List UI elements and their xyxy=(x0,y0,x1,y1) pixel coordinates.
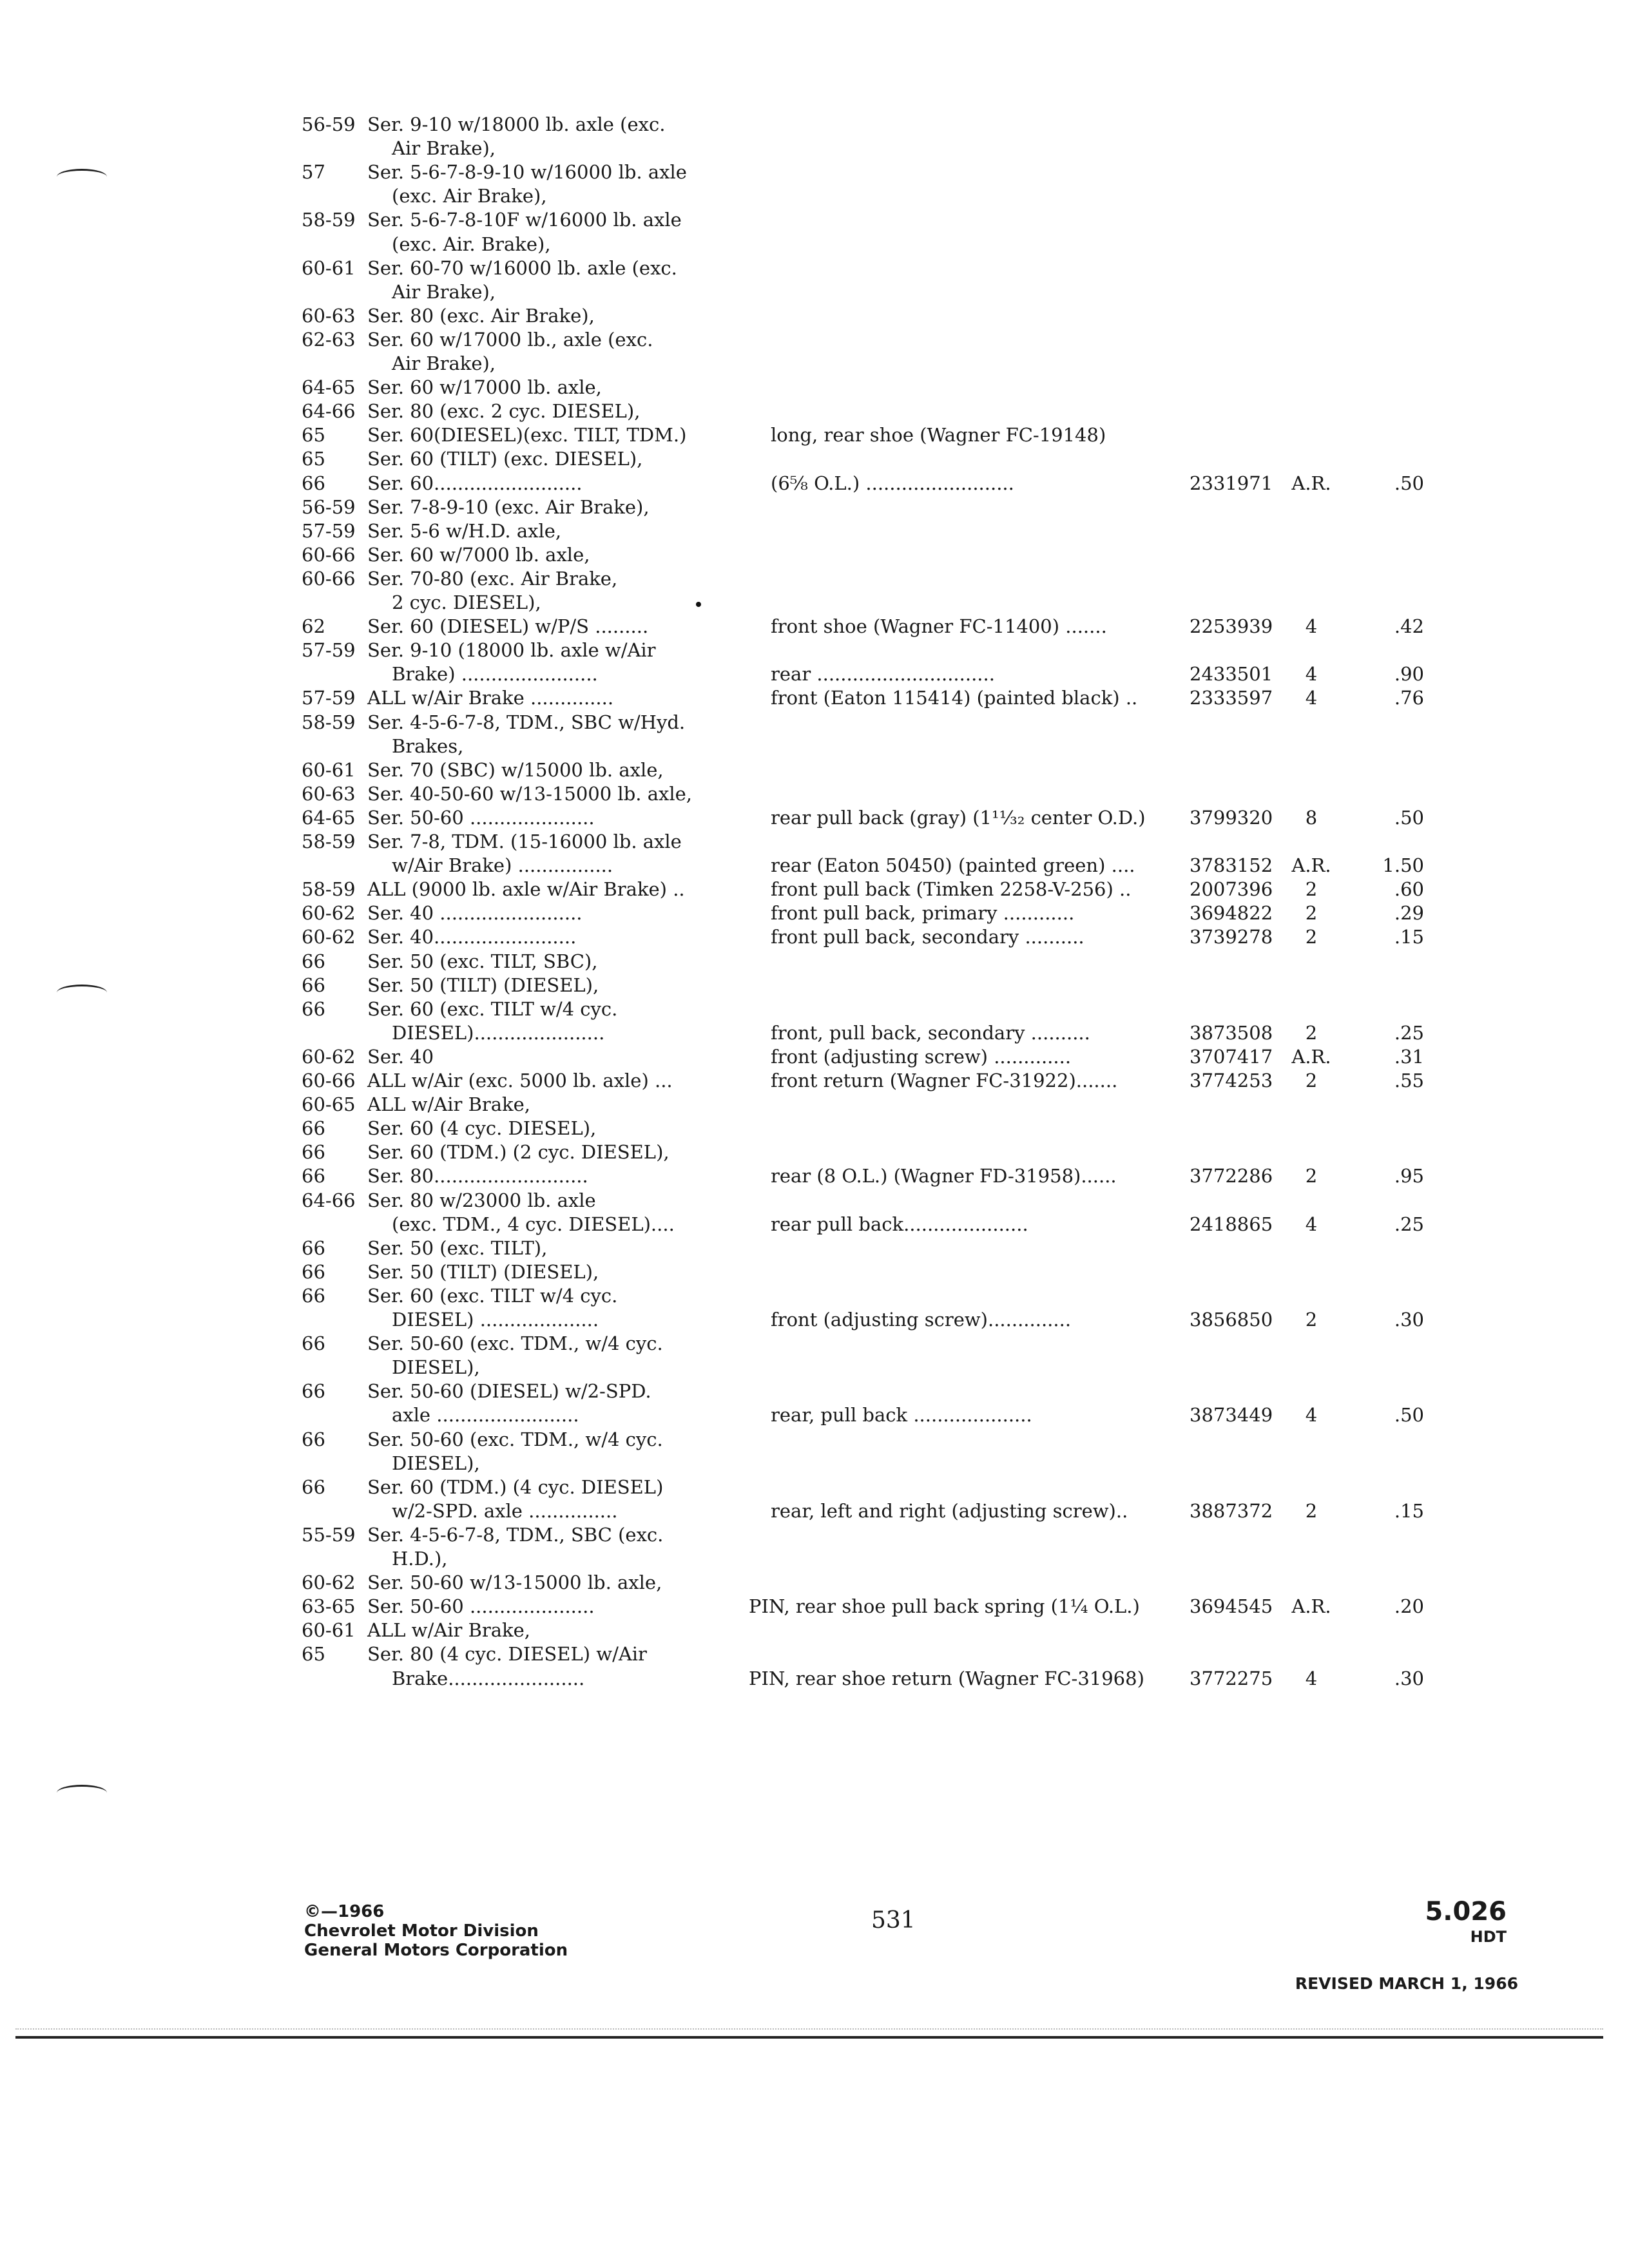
row-year: 58-59 xyxy=(302,711,356,733)
row-application: H.D.), xyxy=(392,1548,448,1570)
row-year: 66 xyxy=(302,1428,325,1450)
table-row xyxy=(0,423,1629,447)
row-application: Ser. 50-60 ..................... xyxy=(367,807,595,829)
row-application: Ser. 60 (4 cyc. DIESEL), xyxy=(367,1117,597,1139)
revision-date: REVISED MARCH 1, 1966 xyxy=(1295,1974,1518,1993)
table-row xyxy=(0,1379,1629,1403)
table-row xyxy=(0,327,1629,352)
table-row xyxy=(0,1570,1629,1595)
row-year: 58-59 xyxy=(302,209,356,231)
row-application: Ser. 9-10 w/18000 lb. axle (exc. xyxy=(367,113,666,135)
row-application: Ser. 70 (SBC) w/15000 lb. axle, xyxy=(367,759,664,781)
row-year: 66 xyxy=(302,974,325,996)
row-price: .76 xyxy=(1394,687,1424,709)
row-part-number: 3856850 xyxy=(1190,1309,1273,1331)
row-part-number: 3694822 xyxy=(1190,902,1273,924)
row-application: Ser. 80 (exc. Air Brake), xyxy=(367,305,595,327)
row-application: Ser. 9-10 (18000 lb. axle w/Air xyxy=(367,639,656,661)
table-row xyxy=(0,1499,1629,1523)
row-application: DIESEL), xyxy=(392,1452,480,1474)
table-row xyxy=(0,1523,1629,1547)
row-application: (exc. Air. Brake), xyxy=(392,233,551,255)
row-year: 56-59 xyxy=(302,496,356,518)
row-description: rear (8 O.L.) (Wagner FD-31958)...... xyxy=(771,1165,1117,1187)
row-application: Ser. 50 (TILT) (DIESEL), xyxy=(367,974,599,996)
row-application: Ser. 80 (4 cyc. DIESEL) w/Air xyxy=(367,1643,647,1665)
table-row xyxy=(0,710,1629,735)
table-row xyxy=(0,662,1629,686)
row-application: Ser. 7-8-9-10 (exc. Air Brake), xyxy=(367,496,650,518)
row-application: w/Air Brake) ................ xyxy=(392,854,613,876)
row-price: .42 xyxy=(1394,615,1424,637)
row-application: Ser. 50-60 w/13-15000 lb. axle, xyxy=(367,1571,662,1593)
row-price: 1.50 xyxy=(1382,854,1424,876)
table-row xyxy=(0,949,1629,974)
row-application: Air Brake), xyxy=(392,281,496,303)
row-application: Ser. 40........................ xyxy=(367,926,577,948)
table-row xyxy=(0,1092,1629,1117)
row-year: 66 xyxy=(302,1237,325,1259)
row-quantity: 2 xyxy=(1305,902,1318,924)
row-part-number: 2333597 xyxy=(1190,687,1273,709)
table-row xyxy=(0,1260,1629,1284)
row-application: Ser. 60 w/7000 lb. axle, xyxy=(367,544,590,566)
row-application: ALL w/Air Brake .............. xyxy=(367,687,614,709)
table-row xyxy=(0,686,1629,710)
row-description: PIN, rear shoe return (Wagner FC-31968) xyxy=(749,1667,1144,1689)
table-row xyxy=(0,1403,1629,1427)
row-year: 57-59 xyxy=(302,520,356,542)
page-number: 531 xyxy=(871,1907,916,1934)
row-application: Ser. 60 (exc. TILT w/4 cyc. xyxy=(367,1285,618,1307)
table-row xyxy=(0,1355,1629,1379)
row-price: .50 xyxy=(1394,1404,1424,1426)
row-year: 57-59 xyxy=(302,639,356,661)
row-description: rear, pull back .................... xyxy=(771,1404,1032,1426)
row-application: Ser. 40-50-60 w/13-15000 lb. axle, xyxy=(367,783,693,805)
table-row xyxy=(0,1546,1629,1571)
table-row xyxy=(0,399,1629,423)
row-year: 64-66 xyxy=(302,1189,356,1211)
row-application: Ser. 60......................... xyxy=(367,472,583,494)
row-quantity: A.R. xyxy=(1291,854,1331,876)
row-year: 66 xyxy=(302,1476,325,1498)
row-application: ALL w/Air Brake, xyxy=(367,1093,530,1115)
row-quantity: A.R. xyxy=(1291,1595,1331,1617)
row-description: front shoe (Wagner FC-11400) ....... xyxy=(771,615,1107,637)
row-description: front pull back (Timken 2258-V-256) .. xyxy=(771,878,1132,900)
row-application: Ser. 70-80 (exc. Air Brake, xyxy=(367,568,618,590)
row-quantity: 2 xyxy=(1305,1165,1318,1187)
table-row xyxy=(0,1283,1629,1308)
table-row xyxy=(0,447,1629,471)
table-row xyxy=(0,1164,1629,1188)
row-application: Ser. 50 (exc. TILT), xyxy=(367,1237,548,1259)
table-row xyxy=(0,973,1629,997)
row-application: Ser. 5-6-7-8-9-10 w/16000 lb. axle xyxy=(367,161,687,183)
row-year: 60-62 xyxy=(302,1571,356,1593)
table-row xyxy=(0,1451,1629,1475)
row-application: Air Brake), xyxy=(392,352,496,374)
row-quantity: 2 xyxy=(1305,878,1318,900)
row-quantity: 4 xyxy=(1305,1404,1318,1426)
row-application: Ser. 50 (exc. TILT, SBC), xyxy=(367,950,598,972)
row-year: 66 xyxy=(302,998,325,1020)
row-quantity: A.R. xyxy=(1291,1046,1331,1068)
row-year: 62 xyxy=(302,615,325,637)
row-year: 60-61 xyxy=(302,257,356,279)
row-quantity: 4 xyxy=(1305,663,1318,685)
row-price: .20 xyxy=(1394,1595,1424,1617)
row-year: 60-61 xyxy=(302,759,356,781)
row-part-number: 3873508 xyxy=(1190,1022,1273,1044)
table-row xyxy=(0,1642,1629,1666)
row-description: front pull back, secondary .......... xyxy=(771,926,1084,948)
row-application: w/2-SPD. axle ............... xyxy=(392,1500,618,1522)
row-application: Ser. 60 (TILT) (exc. DIESEL), xyxy=(367,448,643,470)
row-year: 60-66 xyxy=(302,568,356,590)
row-application: (exc. TDM., 4 cyc. DIESEL).... xyxy=(392,1213,675,1235)
row-part-number: 3783152 xyxy=(1190,854,1273,876)
row-description: front, pull back, secondary .......... xyxy=(771,1022,1090,1044)
row-application: Ser. 80.......................... xyxy=(367,1165,588,1187)
copyright: ©—1966 xyxy=(304,1902,385,1921)
table-row xyxy=(0,1212,1629,1236)
table-row xyxy=(0,1666,1629,1691)
table-row xyxy=(0,1044,1629,1069)
divider xyxy=(15,2028,1603,2030)
row-part-number: 3739278 xyxy=(1190,926,1273,948)
row-part-number: 3774253 xyxy=(1190,1070,1273,1091)
table-row xyxy=(0,351,1629,376)
table-row xyxy=(0,303,1629,328)
section-subtitle: HDT xyxy=(1470,1928,1507,1946)
row-application: Ser. 7-8, TDM. (15-16000 lb. axle xyxy=(367,831,682,852)
row-application: Ser. 40 xyxy=(367,1046,434,1068)
row-application: axle ........................ xyxy=(392,1404,579,1426)
row-application: Ser. 60 (TDM.) (4 cyc. DIESEL) xyxy=(367,1476,664,1498)
row-year: 60-62 xyxy=(302,926,356,948)
table-row xyxy=(0,1594,1629,1619)
row-description: front pull back, primary ............ xyxy=(771,902,1075,924)
table-row xyxy=(0,877,1629,901)
row-application: Ser. 50-60 (exc. TDM., w/4 cyc. xyxy=(367,1428,663,1450)
row-application: ALL (9000 lb. axle w/Air Brake) .. xyxy=(367,878,685,900)
row-year: 60-65 xyxy=(302,1093,356,1115)
row-year: 66 xyxy=(302,1332,325,1354)
table-row xyxy=(0,543,1629,567)
table-row xyxy=(0,925,1629,949)
row-quantity: 2 xyxy=(1305,1500,1318,1522)
row-part-number: 3772275 xyxy=(1190,1667,1273,1689)
ink-speck xyxy=(696,602,701,607)
table-row xyxy=(0,1427,1629,1452)
row-year: 60-62 xyxy=(302,1046,356,1068)
table-row xyxy=(0,734,1629,758)
row-description: front return (Wagner FC-31922)....... xyxy=(771,1070,1118,1091)
table-row xyxy=(0,184,1629,208)
table-row xyxy=(0,1236,1629,1260)
row-quantity: 2 xyxy=(1305,926,1318,948)
row-price: .95 xyxy=(1394,1165,1424,1187)
row-application: 2 cyc. DIESEL), xyxy=(392,591,541,613)
row-year: 60-61 xyxy=(302,1619,356,1641)
row-quantity: 4 xyxy=(1305,1667,1318,1689)
row-year: 63-65 xyxy=(302,1595,356,1617)
table-row xyxy=(0,207,1629,232)
row-description: front (adjusting screw).............. xyxy=(771,1309,1072,1331)
row-application: Ser. 60 w/17000 lb. axle, xyxy=(367,376,602,398)
row-year: 65 xyxy=(302,424,325,446)
company-name: Chevrolet Motor Division xyxy=(304,1921,539,1941)
row-description: rear (Eaton 50450) (painted green) .... xyxy=(771,854,1135,876)
row-year: 66 xyxy=(302,950,325,972)
row-price: .30 xyxy=(1394,1309,1424,1331)
row-part-number: 2331971 xyxy=(1190,472,1273,494)
row-year: 64-66 xyxy=(302,400,356,422)
row-price: .25 xyxy=(1394,1022,1424,1044)
table-row xyxy=(0,901,1629,925)
row-application: DIESEL) .................... xyxy=(392,1309,599,1331)
row-part-number: 3694545 xyxy=(1190,1595,1273,1617)
table-row xyxy=(0,1068,1629,1093)
row-application: Ser. 50-60 (exc. TDM., w/4 cyc. xyxy=(367,1332,663,1354)
row-application: Ser. 60-70 w/16000 lb. axle (exc. xyxy=(367,257,677,279)
row-year: 57-59 xyxy=(302,687,356,709)
table-row xyxy=(0,1116,1629,1140)
row-year: 65 xyxy=(302,1643,325,1665)
table-row xyxy=(0,1021,1629,1045)
table-row xyxy=(0,375,1629,399)
row-quantity: 4 xyxy=(1305,687,1318,709)
row-year: 60-66 xyxy=(302,544,356,566)
row-application: Ser. 40 ........................ xyxy=(367,902,583,924)
row-year: 57 xyxy=(302,161,325,183)
row-description: PIN, rear shoe pull back spring (1¼ O.L.) xyxy=(749,1595,1140,1617)
row-year: 64-65 xyxy=(302,807,356,829)
row-price: .15 xyxy=(1394,926,1424,948)
table-row xyxy=(0,566,1629,591)
table-row xyxy=(0,997,1629,1021)
row-application: Ser. 5-6 w/H.D. axle, xyxy=(367,520,562,542)
row-year: 66 xyxy=(302,1117,325,1139)
row-application: Air Brake), xyxy=(392,137,496,159)
row-description: long, rear shoe (Wagner FC-19148) xyxy=(771,424,1106,446)
row-quantity: 4 xyxy=(1305,1213,1318,1235)
row-price: .15 xyxy=(1394,1500,1424,1522)
table-row xyxy=(0,1188,1629,1213)
row-application: ALL w/Air Brake, xyxy=(367,1619,530,1641)
row-part-number: 3799320 xyxy=(1190,807,1273,829)
row-application: Ser. 50-60 (DIESEL) w/2-SPD. xyxy=(367,1380,651,1402)
binder-hole-mark xyxy=(57,169,107,185)
row-year: 66 xyxy=(302,1261,325,1283)
row-quantity: 2 xyxy=(1305,1309,1318,1331)
divider xyxy=(15,2036,1603,2039)
row-part-number: 3873449 xyxy=(1190,1404,1273,1426)
row-quantity: 4 xyxy=(1305,615,1318,637)
table-row xyxy=(0,638,1629,662)
row-year: 66 xyxy=(302,1141,325,1163)
table-row xyxy=(0,614,1629,639)
row-part-number: 2007396 xyxy=(1190,878,1273,900)
row-application: Ser. 80 w/23000 lb. axle xyxy=(367,1189,596,1211)
row-price: .30 xyxy=(1394,1667,1424,1689)
row-year: 60-66 xyxy=(302,1070,356,1091)
row-description: rear .............................. xyxy=(771,663,995,685)
row-application: Ser. 80 (exc. 2 cyc. DIESEL), xyxy=(367,400,641,422)
row-description: front (adjusting screw) ............. xyxy=(771,1046,1072,1068)
row-description: rear pull back..................... xyxy=(771,1213,1028,1235)
row-price: .50 xyxy=(1394,472,1424,494)
row-quantity: 8 xyxy=(1305,807,1318,829)
row-year: 56-59 xyxy=(302,113,356,135)
row-application: Ser. 5-6-7-8-10F w/16000 lb. axle xyxy=(367,209,682,231)
table-row xyxy=(0,136,1629,160)
row-application: (exc. Air Brake), xyxy=(392,185,547,207)
row-part-number: 2433501 xyxy=(1190,663,1273,685)
row-application: Ser. 60 w/17000 lb., axle (exc. xyxy=(367,329,653,351)
binder-hole-mark xyxy=(57,1785,107,1801)
row-application: ALL w/Air (exc. 5000 lb. axle) ... xyxy=(367,1070,673,1091)
row-application: Ser. 60 (exc. TILT w/4 cyc. xyxy=(367,998,618,1020)
row-price: .55 xyxy=(1394,1070,1424,1091)
row-year: 60-63 xyxy=(302,305,356,327)
row-year: 64-65 xyxy=(302,376,356,398)
row-application: Ser. 4-5-6-7-8, TDM., SBC w/Hyd. xyxy=(367,711,686,733)
row-price: .90 xyxy=(1394,663,1424,685)
table-row xyxy=(0,829,1629,854)
row-year: 58-59 xyxy=(302,831,356,852)
row-application: DIESEL), xyxy=(392,1356,480,1378)
table-row xyxy=(0,471,1629,495)
row-description: front (Eaton 115414) (painted black) .. xyxy=(771,687,1138,709)
row-year: 62-63 xyxy=(302,329,356,351)
row-year: 58-59 xyxy=(302,878,356,900)
row-part-number: 3707417 xyxy=(1190,1046,1273,1068)
row-price: .60 xyxy=(1394,878,1424,900)
row-quantity: A.R. xyxy=(1291,472,1331,494)
row-application: Ser. 50 (TILT) (DIESEL), xyxy=(367,1261,599,1283)
table-row xyxy=(0,1475,1629,1499)
row-price: .25 xyxy=(1394,1213,1424,1235)
row-part-number: 2418865 xyxy=(1190,1213,1273,1235)
footer-publisher xyxy=(304,1902,568,1960)
row-application: DIESEL)...................... xyxy=(392,1022,605,1044)
row-year: 60-63 xyxy=(302,783,356,805)
row-year: 66 xyxy=(302,1165,325,1187)
row-year: 55-59 xyxy=(302,1524,356,1546)
row-application: Brake....................... xyxy=(392,1667,585,1689)
row-description: rear, left and right (adjusting screw).. xyxy=(771,1500,1128,1522)
table-row xyxy=(0,805,1629,830)
row-part-number: 3772286 xyxy=(1190,1165,1273,1187)
table-row xyxy=(0,1140,1629,1164)
binder-hole-mark xyxy=(57,985,107,1001)
row-price: .31 xyxy=(1394,1046,1424,1068)
table-row xyxy=(0,1331,1629,1356)
table-row xyxy=(0,495,1629,519)
table-row xyxy=(0,590,1629,615)
row-application: Ser. 60 (DIESEL) w/P/S ......... xyxy=(367,615,649,637)
row-application: Brake) ....................... xyxy=(392,663,598,685)
row-price: .29 xyxy=(1394,902,1424,924)
table-row xyxy=(0,280,1629,304)
row-part-number: 3887372 xyxy=(1190,1500,1273,1522)
row-year: 66 xyxy=(302,472,325,494)
table-row xyxy=(0,1307,1629,1332)
table-row xyxy=(0,160,1629,184)
row-price: .50 xyxy=(1394,807,1424,829)
row-application: Ser. 50-60 ..................... xyxy=(367,1595,595,1617)
row-application: Ser. 4-5-6-7-8, TDM., SBC (exc. xyxy=(367,1524,664,1546)
row-description: (6⅝ O.L.) ......................... xyxy=(771,472,1014,494)
row-application: Brakes, xyxy=(392,735,464,757)
table-row xyxy=(0,758,1629,782)
row-year: 65 xyxy=(302,448,325,470)
table-row xyxy=(0,519,1629,543)
row-quantity: 2 xyxy=(1305,1022,1318,1044)
section-number: 5.026 xyxy=(1425,1897,1507,1927)
row-application: Ser. 60 (TDM.) (2 cyc. DIESEL), xyxy=(367,1141,670,1163)
corporation-name: General Motors Corporation xyxy=(304,1941,568,1960)
row-year: 66 xyxy=(302,1285,325,1307)
table-row xyxy=(0,1618,1629,1642)
row-year: 60-62 xyxy=(302,902,356,924)
row-description: rear pull back (gray) (1¹¹⁄₃₂ center O.D.) xyxy=(771,807,1146,829)
row-quantity: 2 xyxy=(1305,1070,1318,1091)
table-row xyxy=(0,256,1629,280)
row-part-number: 2253939 xyxy=(1190,615,1273,637)
table-row xyxy=(0,782,1629,806)
table-row xyxy=(0,112,1629,137)
table-row xyxy=(0,232,1629,256)
table-row xyxy=(0,853,1629,878)
row-application: Ser. 60(DIESEL)(exc. TILT, TDM.) xyxy=(367,424,687,446)
row-year: 66 xyxy=(302,1380,325,1402)
